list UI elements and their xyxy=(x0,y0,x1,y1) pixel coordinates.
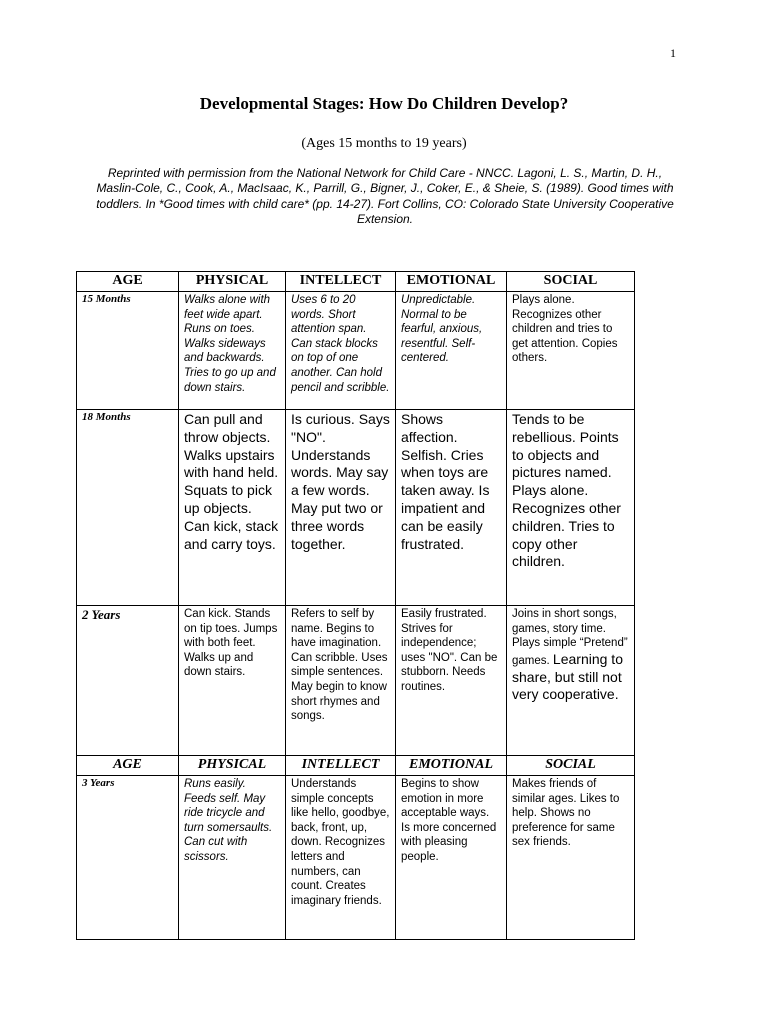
social-cell: Plays alone. Recognizes other children and tries to get attention. Copies others. xyxy=(507,292,635,410)
intellect-cell: Is curious. Says "NO". Understands words. May say a few words. May put two or three words together. xyxy=(286,410,396,606)
age-cell: 2 Years xyxy=(77,606,179,756)
emotional-cell: Begins to show emotion in more acceptable ways. Is more concerned with pleasing people. xyxy=(396,776,507,940)
header-row-repeat xyxy=(77,756,635,776)
social-cell: Makes friends of similar ages. Likes to help. Shows no preference for same sex friends. xyxy=(507,776,635,940)
page-number: 1 xyxy=(670,46,676,60)
header-social: SOCIAL xyxy=(507,272,635,292)
header-physical: PHYSICAL xyxy=(179,756,286,776)
age-cell: 18 Months xyxy=(77,410,179,606)
document-subtitle: (Ages 15 months to 19 years) xyxy=(301,136,467,151)
header-social: SOCIAL xyxy=(507,756,635,776)
table-row xyxy=(77,776,635,940)
intellect-cell: Refers to self by name. Begins to have imagination. Can scribble. Uses simple sentences. May begin to know short rhymes and songs. xyxy=(286,606,396,756)
header-age: AGE xyxy=(77,756,179,776)
physical-cell: Can pull and throw objects. Walks upstairs with hand held. Squats to pick up objects. Can kick, stack and carry toys. xyxy=(179,410,286,606)
table-row xyxy=(77,606,635,756)
citation-text: Reprinted with permission from the National Network for Child Care - NNCC. Lagoni, L. S., Martin, D. H., Maslin-Cole, C., Cook, A., MacIsaac, K., Parrill, G., Bigner, J., Coker, E., & Sheie, S. (1989). Good times with toddlers. In *Good times with child care* (pp. 14-27). Fort Collins, CO: Colorado State University Cooperative Extension. xyxy=(96,166,674,226)
intellect-cell: Uses 6 to 20 words. Short attention span. Can stack blocks on top of one another. Can hold pencil and scribble. xyxy=(286,292,396,410)
age-cell: 15 Months xyxy=(77,292,179,410)
development-table xyxy=(76,271,635,940)
header-intellect: INTELLECT xyxy=(286,756,396,776)
header-intellect: INTELLECT xyxy=(286,272,396,292)
physical-cell: Walks alone with feet wide apart. Runs on toes. Walks sideways and backwards. Tries to go up and down stairs. xyxy=(179,292,286,410)
age-cell: 3 Years xyxy=(77,776,179,940)
table-row xyxy=(77,410,635,606)
header-age: AGE xyxy=(77,272,179,292)
header-physical: PHYSICAL xyxy=(179,272,286,292)
social-cell: Tends to be rebellious. Points to objects and pictures named. Plays alone. Recognizes other children. Tries to copy other children. xyxy=(507,410,635,606)
header-emotional: EMOTIONAL xyxy=(396,272,507,292)
intellect-cell: Understands simple concepts like hello, goodbye, back, front, up, down. Recognizes letters and numbers, can count. Creates imaginary friends. xyxy=(286,776,396,940)
document-title: Developmental Stages: How Do Children Develop? xyxy=(199,94,569,113)
emotional-cell: Easily frustrated. Strives for independence; uses "NO". Can be stubborn. Needs routines. xyxy=(396,606,507,756)
social-text-large: Learning to share, but still not very cooperative. xyxy=(512,650,623,703)
table-row xyxy=(77,292,635,410)
emotional-cell: Shows affection. Selfish. Cries when toys are taken away. Is impatient and can be easily frustrated. xyxy=(396,410,507,606)
social-cell xyxy=(507,606,635,756)
social-text-small: Joins in short songs, games, story time. Plays simple “Pretend” games. xyxy=(512,608,628,667)
emotional-cell: Unpredictable. Normal to be fearful, anxious, resentful. Self-centered. xyxy=(396,292,507,410)
physical-cell: Runs easily. Feeds self. May ride tricycle and turn somersaults. Can cut with scissors. xyxy=(179,776,286,940)
physical-cell: Can kick. Stands on tip toes. Jumps with both feet. Walks up and down stairs. xyxy=(179,606,286,756)
header-row xyxy=(77,272,635,292)
header-emotional: EMOTIONAL xyxy=(396,756,507,776)
